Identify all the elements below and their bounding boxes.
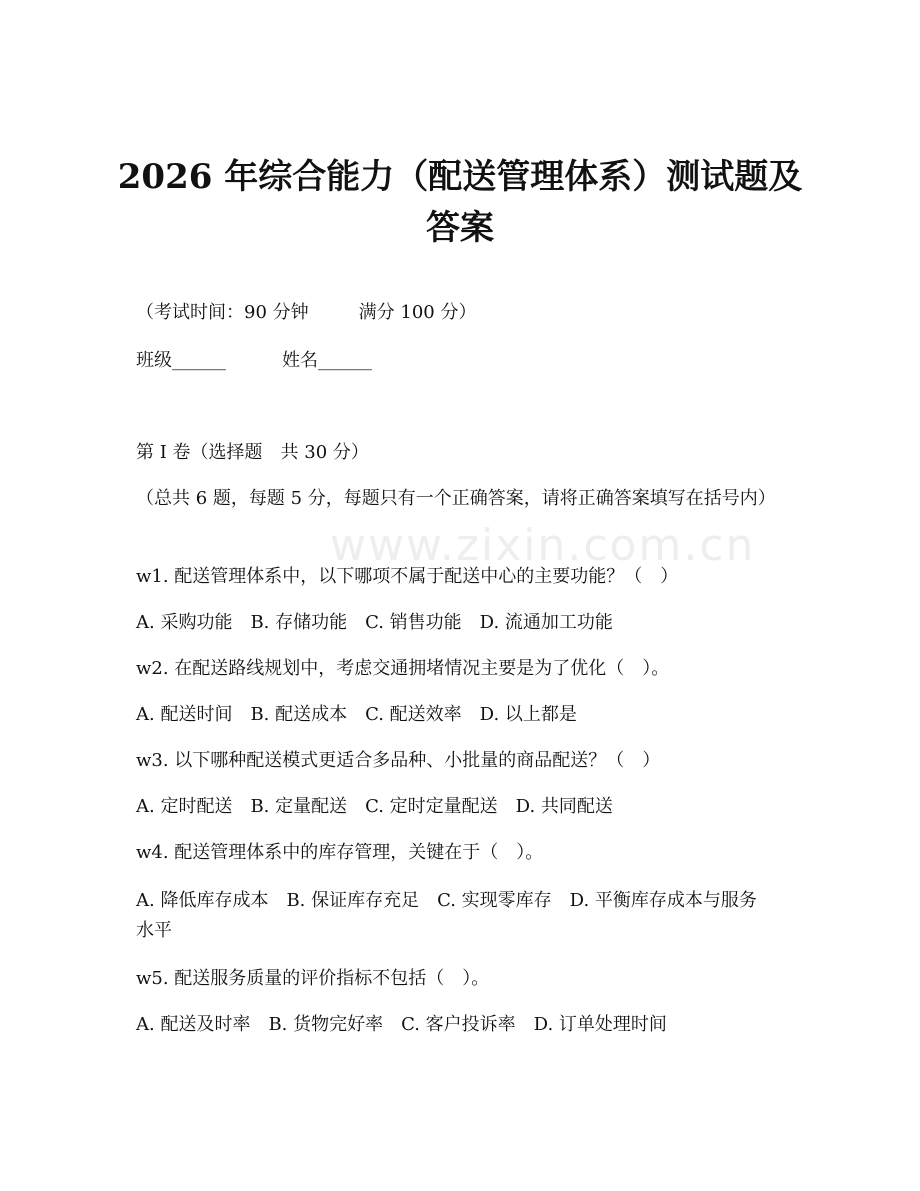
exam-time: （考试时间：90 分钟 <box>136 302 309 323</box>
question-5: w5. 配送服务质量的评价指标不包括（ ）。 <box>136 968 490 989</box>
section-title: 第 I 卷（选择题 共 30 分） <box>136 442 369 463</box>
options-3: A. 定时配送 B. 定量配送 C. 定时定量配送 D. 共同配送 <box>136 796 613 817</box>
instructions: （总共 6 题，每题 5 分，每题只有一个正确答案，请将正确答案填写在括号内） <box>136 488 776 509</box>
options-2: A. 配送时间 B. 配送成本 C. 配送效率 D. 以上都是 <box>136 704 577 725</box>
question-1: w1. 配送管理体系中，以下哪项不属于配送中心的主要功能？（ ） <box>136 566 679 587</box>
options-1: A. 采购功能 B. 存储功能 C. 销售功能 D. 流通加工功能 <box>136 612 613 633</box>
question-3: w3. 以下哪种配送模式更适合多品种、小批量的商品配送？（ ） <box>136 750 661 771</box>
class-field: 班级______ <box>136 350 226 371</box>
name-field: 姓名______ <box>282 350 372 371</box>
options-4: A. 降低库存成本 B. 保证库存充足 C. 实现零库存 D. 平衡库存成本与服务水平 <box>136 890 757 941</box>
title-line-2: 答案 <box>426 208 494 248</box>
options-5: A. 配送及时率 B. 货物完好率 C. 客户投诉率 D. 订单处理时间 <box>136 1014 667 1035</box>
question-2: w2. 在配送路线规划中，考虑交通拥堵情况主要是为了优化（ ）。 <box>136 658 670 679</box>
title-line-1: 2026 年综合能力（配送管理体系）测试题及 <box>117 157 803 197</box>
document-title <box>0 152 920 254</box>
full-score: 满分 100 分） <box>358 302 477 323</box>
student-info <box>136 346 776 376</box>
exam-info <box>136 298 776 328</box>
question-4: w4. 配送管理体系中的库存管理，关键在于（ ）。 <box>136 842 544 863</box>
watermark: www.zixin.com.cn <box>330 520 756 571</box>
